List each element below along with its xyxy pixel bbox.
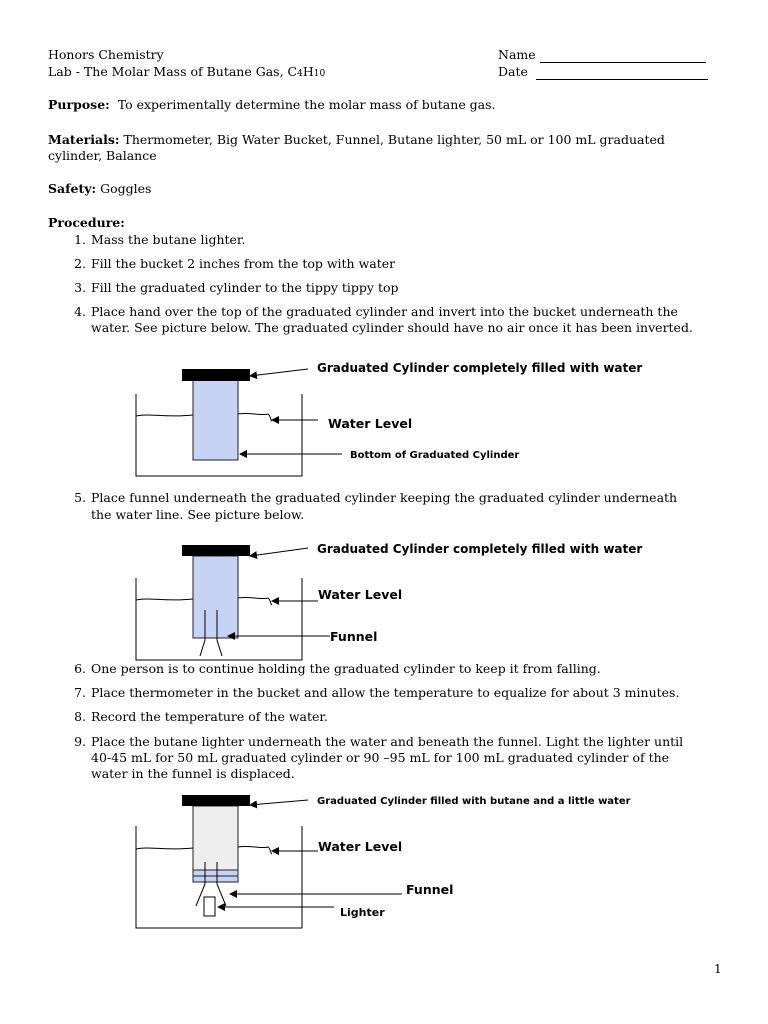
step-number: 1. xyxy=(74,232,86,247)
lab-title-h: H xyxy=(302,64,314,79)
water-level-label-1: Water Level xyxy=(328,416,413,431)
lighter-label-3: Lighter xyxy=(340,906,385,919)
step-number: 3. xyxy=(74,280,86,295)
cylinder-2 xyxy=(193,556,238,638)
cylinder-label-2: Graduated Cylinder completely filled with water xyxy=(317,542,643,556)
step-2: Fill the bucket 2 inches from the top with water xyxy=(91,256,396,271)
subscript-10: 10 xyxy=(313,69,326,79)
diagram-2 xyxy=(136,542,642,660)
step-9-line-3: water in the funnel is displaced. xyxy=(91,766,295,781)
cylinder-1 xyxy=(193,380,238,460)
step-number: 4. xyxy=(74,304,86,319)
lab-title-text: Lab - The Molar Mass of Butane Gas, C xyxy=(48,64,298,79)
stopper-3 xyxy=(182,795,250,806)
subscript-4: 4 xyxy=(297,69,303,79)
step-5-line-2: the water line. See picture below. xyxy=(91,507,305,522)
water-level-label-3: Water Level xyxy=(318,839,403,854)
step-number: 7. xyxy=(74,685,86,700)
materials-line-1: Thermometer, Big Water Bucket, Funnel, Butane lighter, 50 mL or 100 mL graduated xyxy=(123,132,665,147)
funnel-label-3: Funnel xyxy=(406,882,454,897)
purpose-label: Purpose: xyxy=(48,97,110,112)
step-5-line-1: Place funnel underneath the graduated cylinder keeping the graduated cylinder underneath xyxy=(91,490,678,505)
step-number: 5. xyxy=(74,490,86,505)
stopper-2 xyxy=(182,545,250,556)
safety-label: Safety: xyxy=(48,181,97,196)
step-3: Fill the graduated cylinder to the tippy tippy top xyxy=(91,280,399,295)
name-label: Name xyxy=(498,47,536,62)
step-9-line-1: Place the butane lighter underneath the water and beneath the funnel. Light the lighter until xyxy=(91,734,684,749)
step-number: 9. xyxy=(74,734,86,749)
diagram-1 xyxy=(136,361,642,476)
step-1: Mass the butane lighter. xyxy=(91,232,246,247)
course-name: Honors Chemistry xyxy=(48,47,164,62)
bottom-label-1: Bottom of Graduated Cylinder xyxy=(350,450,520,461)
procedure-label: Procedure: xyxy=(48,215,125,230)
purpose-text: To experimentally determine the molar mass of butane gas. xyxy=(117,97,496,112)
materials-label: Materials: xyxy=(48,132,120,147)
safety-text: Goggles xyxy=(100,181,152,196)
materials-line-2: cylinder, Balance xyxy=(48,148,157,163)
stopper-1 xyxy=(182,369,250,381)
step-4-line-1: Place hand over the top of the graduated cylinder and invert into the bucket underneath the xyxy=(91,304,678,319)
date-label: Date xyxy=(498,64,528,79)
funnel-label-2: Funnel xyxy=(330,629,378,644)
step-9-line-2: 40-45 mL for 50 mL graduated cylinder or 90 –95 mL for 100 mL graduated cylinder of the xyxy=(91,750,670,765)
step-number: 2. xyxy=(74,256,86,271)
page-number: 1 xyxy=(714,962,722,976)
step-number: 6. xyxy=(74,661,86,676)
step-7: Place thermometer in the bucket and allow the temperature to equalize for about 3 minutes. xyxy=(91,685,680,700)
diagram-3 xyxy=(136,795,631,928)
cylinder-label-3: Graduated Cylinder filled with butane and a little water xyxy=(317,796,631,807)
step-number: 8. xyxy=(74,709,86,724)
water-level-label-2: Water Level xyxy=(318,587,403,602)
step-4-line-2: water. See picture below. The graduated cylinder should have no air once it has been inverted. xyxy=(91,320,693,335)
cylinder-label-1: Graduated Cylinder completely filled with water xyxy=(317,361,643,375)
step-8: Record the temperature of the water. xyxy=(91,709,328,724)
step-6: One person is to continue holding the graduated cylinder to keep it from falling. xyxy=(91,661,601,676)
lighter-3 xyxy=(204,897,215,916)
